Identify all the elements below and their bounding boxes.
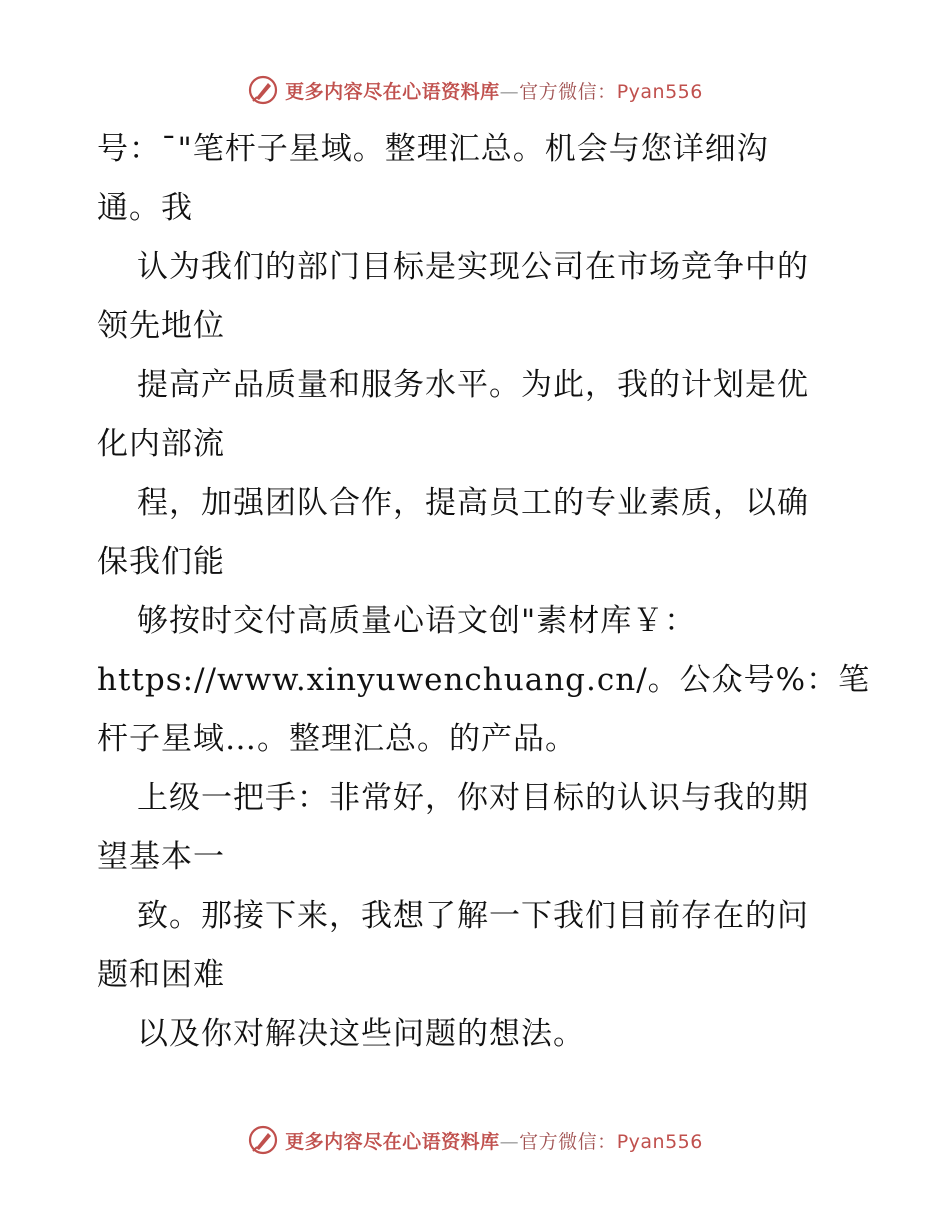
text-line: 题和困难 [97, 957, 225, 993]
banner-separator: — [499, 1130, 520, 1153]
text-line-url: https://www.xinyuwenchuang.cn/。公众号%：笔 [97, 662, 871, 698]
banner-main-text: 更多内容尽在心语资料库 [285, 80, 500, 103]
text-line: 认为我们的部门目标是实现公司在市场竞争中的 [137, 249, 809, 285]
footer-banner [0, 1120, 950, 1160]
text-line: 杆子星域…。整理汇总。的产品。 [97, 721, 577, 757]
banner-text [285, 1127, 703, 1154]
document-body [97, 120, 871, 1064]
banner-main-text: 更多内容尽在心语资料库 [285, 1130, 500, 1153]
text-line: 领先地位 [97, 308, 225, 344]
quill-pen-logo-icon [247, 74, 279, 106]
banner-wechat-label: 官方微信： [519, 1130, 617, 1153]
text-line: 提高产品质量和服务水平。为此，我的计划是优 [137, 367, 809, 403]
text-line: 望基本一 [97, 839, 225, 875]
text-line: 上级一把手：非常好，你对目标的认识与我的期 [137, 780, 809, 816]
text-line: 化内部流 [97, 426, 225, 462]
banner-wechat-label: 官方微信： [519, 80, 617, 103]
text-line: 程，加强团队合作，提高员工的专业素质，以确 [137, 485, 809, 521]
text-line: 以及你对解决这些问题的想法。 [137, 1016, 585, 1052]
text-line: 保我们能 [97, 544, 225, 580]
text-line: 号：¯"笔杆子星域。整理汇总。机会与您详细沟 [97, 131, 769, 167]
banner-wechat-id: Pyan556 [616, 1130, 703, 1153]
text-line: 致。那接下来，我想了解一下我们目前存在的问 [137, 898, 809, 934]
banner-wechat-id: Pyan556 [616, 80, 703, 103]
quill-pen-logo-icon [247, 1124, 279, 1156]
banner-separator: — [499, 80, 520, 103]
banner-text [285, 77, 703, 104]
header-banner [0, 70, 950, 110]
text-line: 通。我 [97, 190, 193, 226]
text-line: 够按时交付高质量心语文创"素材库￥： [137, 603, 697, 639]
